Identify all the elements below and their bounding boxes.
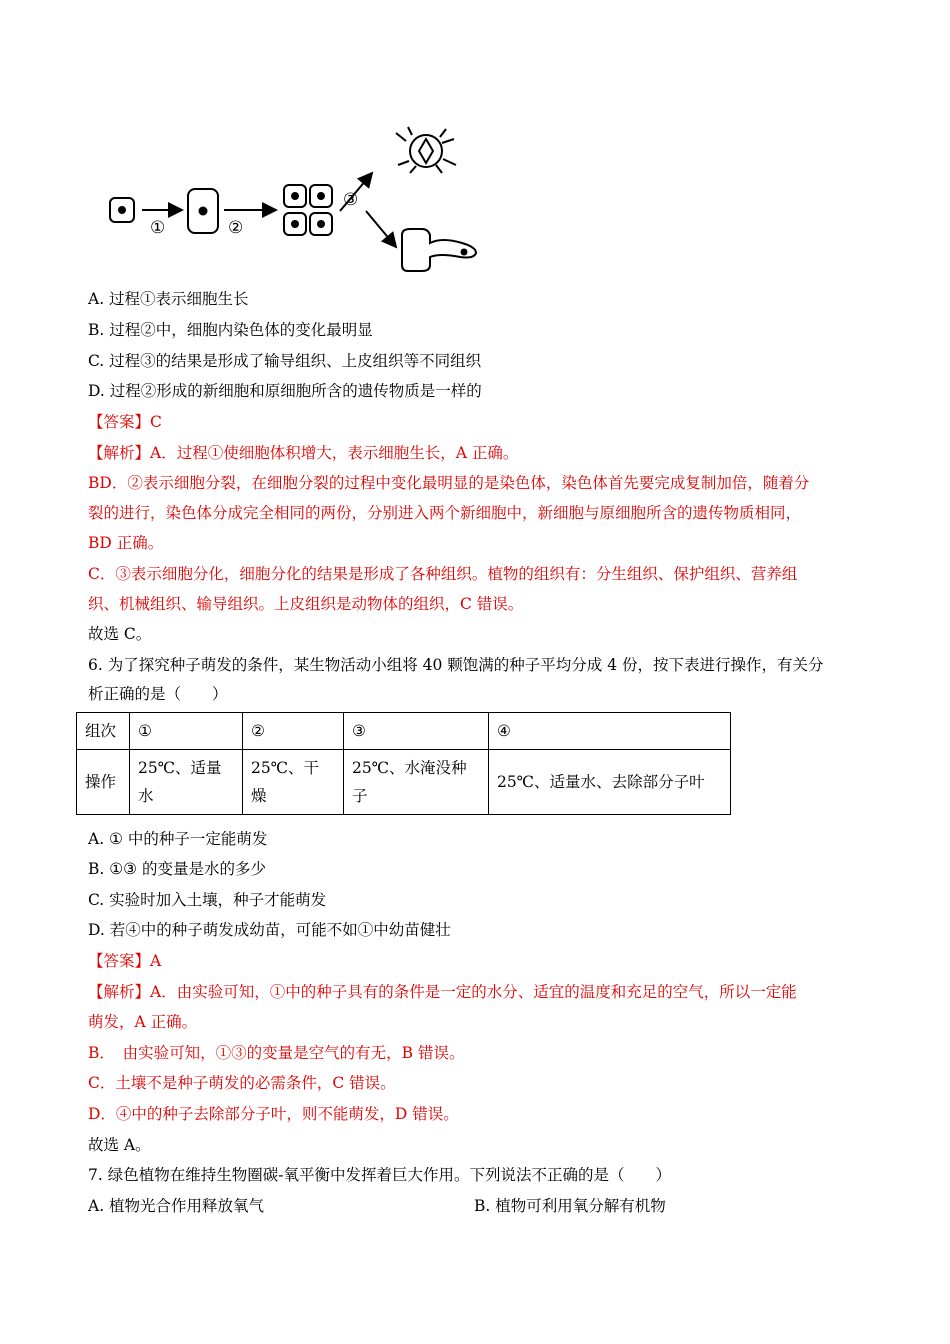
q5-conclusion: 故选 C。 xyxy=(88,625,152,643)
table-row xyxy=(77,713,731,750)
q5-answer: 【答案】C xyxy=(88,413,162,431)
q7-stem: 7. 绿色植物在维持生物圈碳-氧平衡中发挥着巨大作用。下列说法不正确的是（ ） xyxy=(88,1166,671,1184)
q6-stem-line: 析正确的是（ ） xyxy=(88,685,228,703)
table-row xyxy=(77,750,731,815)
grown-cell xyxy=(188,189,218,233)
q6-analysis-line: B． 由实验可知，①③的变量是空气的有无，B 错误。 xyxy=(88,1044,465,1062)
table-cell: ① xyxy=(130,713,243,750)
label-process-2: ② xyxy=(228,218,244,238)
experiment-table xyxy=(76,712,731,815)
table-cell xyxy=(489,750,731,815)
q5-analysis-line: 织、机械组织、输导组织。上皮组织是动物体的组织，C 错误。 xyxy=(88,595,524,613)
cell-text: 25℃、适量 xyxy=(138,759,222,777)
single-cell xyxy=(110,198,134,222)
cell-text: 水 xyxy=(138,787,154,805)
q6-option-d: D. 若④中的种子萌发成幼苗，可能不如①中幼苗健壮 xyxy=(88,921,451,939)
q5-option-a: A. 过程①表示细胞生长 xyxy=(88,290,249,308)
cell-text: 子 xyxy=(352,787,368,805)
cell-text: 25℃、水淹没种 xyxy=(352,759,467,777)
cell-text: 燥 xyxy=(251,787,267,805)
table-cell xyxy=(130,750,243,815)
q6-conclusion: 故选 A。 xyxy=(88,1136,151,1154)
elongated-cell xyxy=(402,229,476,271)
q6-option-a: A. ① 中的种子一定能萌发 xyxy=(88,830,268,848)
q5-option-b: B. 过程②中，细胞内染色体的变化最明显 xyxy=(88,321,373,339)
q5-analysis-line: BD 正确。 xyxy=(88,534,164,552)
q6-analysis-line: 萌发，A 正确。 xyxy=(88,1013,198,1031)
q5-analysis-line: BD．②表示细胞分裂，在细胞分裂的过程中变化最明显的是染色体，染色体首先要完成复制加倍，随着分 xyxy=(88,474,810,492)
branched-cell xyxy=(396,127,456,173)
q5-option-d: D. 过程②形成的新细胞和原细胞所含的遗传物质是一样的 xyxy=(88,382,482,400)
q6-option-c: C. 实验时加入土壤，种子才能萌发 xyxy=(88,891,327,909)
q5-analysis-line: 裂的进行，染色体分成完全相同的两份，分别进入两个新细胞中，新细胞与原细胞所含的遗传物质相同， xyxy=(88,504,802,522)
table-cell: 操作 xyxy=(77,750,130,815)
q7-option-a: A. 植物光合作用释放氧气 xyxy=(88,1197,265,1215)
table-cell: ④ xyxy=(489,713,731,750)
label-process-3: ③ xyxy=(343,190,359,210)
q6-analysis-line: 【解析】A．由实验可知，①中的种子具有的条件是一定的水分、适宜的温度和充足的空气，所以一定能 xyxy=(88,983,797,1001)
cell-development-diagram xyxy=(104,125,494,285)
q6-analysis-line: C．土壤不是种子萌发的必需条件，C 错误。 xyxy=(88,1074,396,1092)
q7-option-b: B. 植物可利用氧分解有机物 xyxy=(474,1197,666,1215)
q5-analysis-line: 【解析】A．过程①使细胞体积增大，表示细胞生长，A 正确。 xyxy=(88,444,519,462)
q5-option-c: C. 过程③的结果是形成了输导组织、上皮组织等不同组织 xyxy=(88,352,482,370)
label-process-1: ① xyxy=(150,218,166,238)
table-cell xyxy=(344,750,489,815)
table-cell xyxy=(243,750,344,815)
q6-option-b: B. ①③ 的变量是水的多少 xyxy=(88,860,266,878)
table-cell: ② xyxy=(243,713,344,750)
q6-stem-line: 6. 为了探究种子萌发的条件，某生物活动小组将 40 颗饱满的种子平均分成 4 份，按下表进行操作，有关分 xyxy=(88,656,824,674)
cell-text: 25℃、适量水、去除部分子叶 xyxy=(497,773,705,791)
arrow-branch-down xyxy=(366,211,396,247)
cell-text: 25℃、干 xyxy=(251,759,320,777)
divided-cells xyxy=(284,185,332,235)
table-cell: 组次 xyxy=(77,713,130,750)
table-cell: ③ xyxy=(344,713,489,750)
q5-analysis-line: C．③表示细胞分化，细胞分化的结果是形成了各种组织。植物的组织有：分生组织、保护组织、营养组 xyxy=(88,565,798,583)
q6-analysis-line: D．④中的种子去除部分子叶，则不能萌发，D 错误。 xyxy=(88,1105,459,1123)
q6-answer: 【答案】A xyxy=(88,952,162,970)
